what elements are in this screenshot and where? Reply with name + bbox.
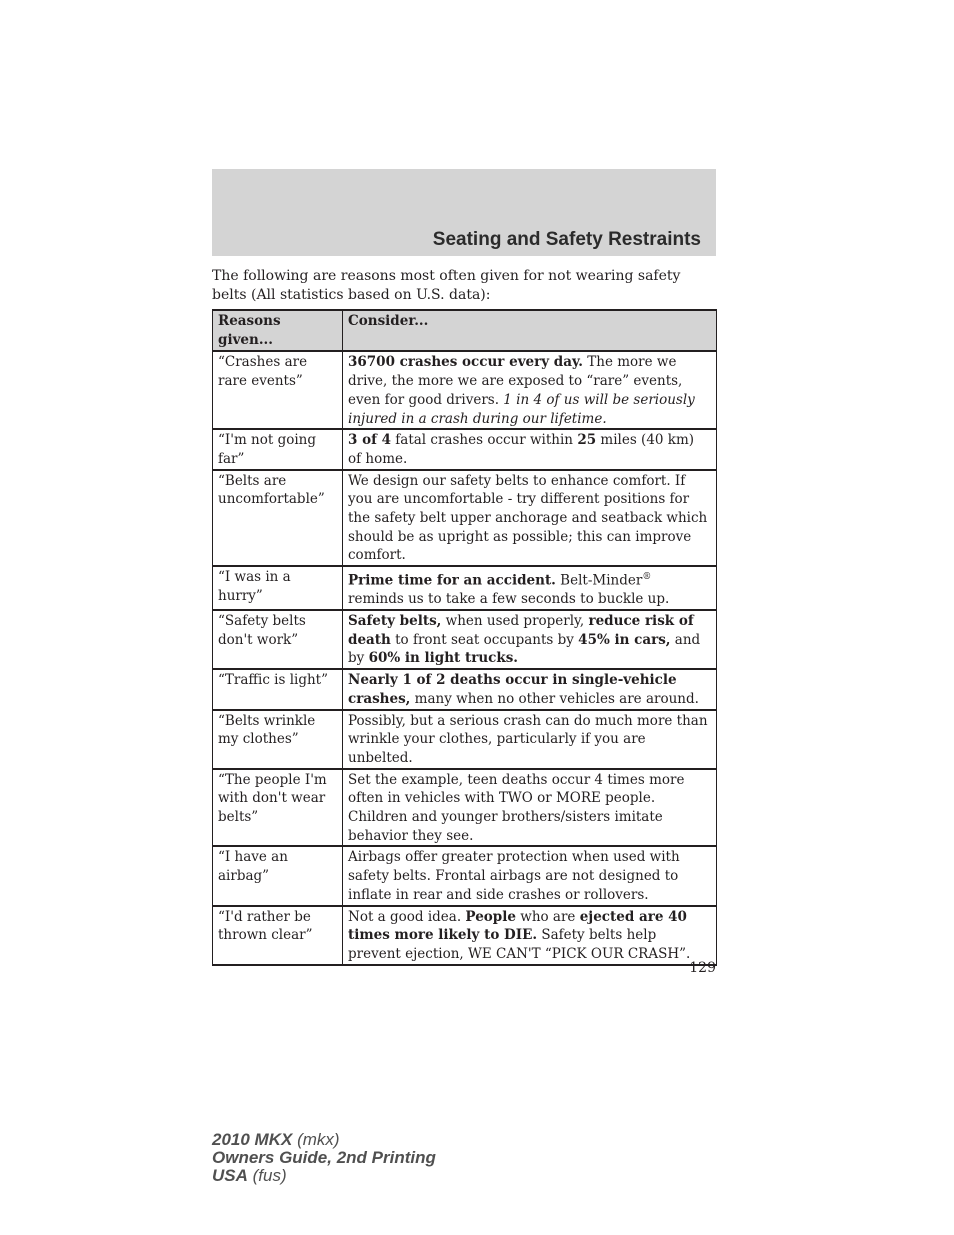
section-title: Seating and Safety Restraints — [432, 229, 701, 250]
consider-text-segment: Possibly, but a serious crash can do much more than wrinkle your clothes, particularly if you are unbelted. — [348, 712, 708, 766]
table-row — [213, 470, 717, 567]
consider-text-segment: Set the example, teen deaths occur 4 times more often in vehicles with TWO or MORE people. Children and younger brothers/sisters imitate behavior they see. — [348, 771, 685, 844]
reason-cell: “Traffic is light” — [213, 669, 343, 709]
consider-text-segment: to front seat occupants by — [390, 631, 579, 648]
consider-text-segment: 3 of 4 — [348, 432, 391, 449]
intro-paragraph: The following are reasons most often given for not wearing safety belts (All statistics based on U.S. data): — [212, 268, 681, 303]
consider-cell — [343, 669, 717, 709]
consider-text-segment: 60% in light trucks. — [368, 650, 519, 667]
consider-text-segment: Belt-Minder — [555, 572, 643, 589]
consider-text-segment: 1 in 4 of us will be seriously injured in a crash during our lifetime. — [348, 391, 695, 427]
table-row — [213, 566, 717, 610]
consider-cell — [343, 906, 717, 965]
reason-cell: “The people I'm with don't wear belts” — [213, 769, 343, 847]
reasons-table — [212, 309, 717, 966]
table-row — [213, 429, 717, 469]
reason-cell: “Safety belts don't work” — [213, 610, 343, 669]
consider-cell — [343, 429, 717, 469]
consider-text-segment: and by — [348, 631, 701, 667]
section-header-band — [212, 169, 716, 256]
footer-model-code: (mkx) — [297, 1130, 340, 1149]
table-header-row — [213, 310, 717, 351]
consider-text-segment: Safety belts, — [348, 613, 442, 630]
table-row — [213, 769, 717, 847]
consider-text-segment: Prime time for an accident. — [348, 572, 556, 589]
consider-text-segment: People — [465, 908, 516, 925]
table-row — [213, 351, 717, 429]
consider-cell — [343, 470, 717, 567]
table-row — [213, 906, 717, 965]
consider-text-segment: many when no other vehicles are around. — [410, 690, 699, 707]
consider-text-segment: 25 — [577, 432, 597, 449]
table-row — [213, 669, 717, 709]
footer-line-model — [212, 1131, 436, 1149]
consider-text-segment: when used properly, — [441, 613, 589, 630]
header-reasons: Reasons given... — [213, 310, 343, 351]
table-row — [213, 710, 717, 769]
header-consider: Consider... — [343, 310, 717, 351]
table-body — [213, 351, 717, 964]
reason-cell: “I have an airbag” — [213, 846, 343, 905]
reason-cell: “I'd rather be thrown clear” — [213, 906, 343, 965]
footer — [212, 1131, 436, 1185]
consider-text-segment: Airbags offer greater protection when used with safety belts. Frontal airbags are not designed to inflate in rear and side crashes or rollovers. — [348, 849, 680, 903]
footer-line-guide — [212, 1149, 436, 1167]
reason-cell: “Belts are uncomfortable” — [213, 470, 343, 567]
consider-cell — [343, 846, 717, 905]
reason-cell: “Crashes are rare events” — [213, 351, 343, 429]
consider-cell — [343, 610, 717, 669]
consider-cell — [343, 710, 717, 769]
footer-line-market — [212, 1167, 436, 1185]
consider-text-segment: who are — [515, 908, 580, 925]
consider-text-segment: 45% in cars, — [578, 631, 671, 648]
reason-cell: “I'm not going far” — [213, 429, 343, 469]
consider-cell — [343, 566, 717, 610]
consider-text-segment: Not a good idea. — [348, 908, 466, 925]
consider-text-segment: We design our safety belts to enhance comfort. If you are uncomfortable - try different positions for the safety belt upper anchorage and seatback which should be as upright as possible; this can improve comfort. — [348, 472, 708, 564]
page-number: 129 — [689, 960, 716, 976]
table-row — [213, 610, 717, 669]
consider-text-segment: ® — [642, 572, 652, 583]
consider-text-segment: The more we drive, the more we are exposed to “rare” events, even for good drivers. — [348, 354, 683, 408]
footer-market: USA — [212, 1166, 248, 1185]
consider-text-segment: Safety belts help prevent ejection, WE CAN'T “PICK OUR CRASH”. — [348, 927, 691, 962]
footer-market-code: (fus) — [252, 1166, 287, 1185]
reason-cell: “Belts wrinkle my clothes” — [213, 710, 343, 769]
consider-text-segment: 36700 crashes occur every day. — [348, 354, 583, 371]
consider-cell — [343, 351, 717, 429]
consider-cell — [343, 769, 717, 847]
footer-guide: Owners Guide, 2nd Printing — [212, 1148, 436, 1167]
consider-text-segment: ejected are 40 times more likely to DIE. — [348, 908, 687, 944]
consider-text-segment: reduce risk of death — [348, 613, 694, 648]
footer-model: 2010 MKX — [212, 1130, 293, 1149]
table-row — [213, 846, 717, 905]
reason-cell: “I was in a hurry” — [213, 566, 343, 610]
consider-text-segment: reminds us to take a few seconds to buckle up. — [348, 591, 670, 608]
consider-text-segment: miles (40 km) of home. — [348, 432, 695, 467]
consider-text-segment: fatal crashes occur within — [391, 432, 578, 449]
consider-text-segment: Nearly 1 of 2 deaths occur in single-vehicle crashes, — [348, 672, 677, 707]
